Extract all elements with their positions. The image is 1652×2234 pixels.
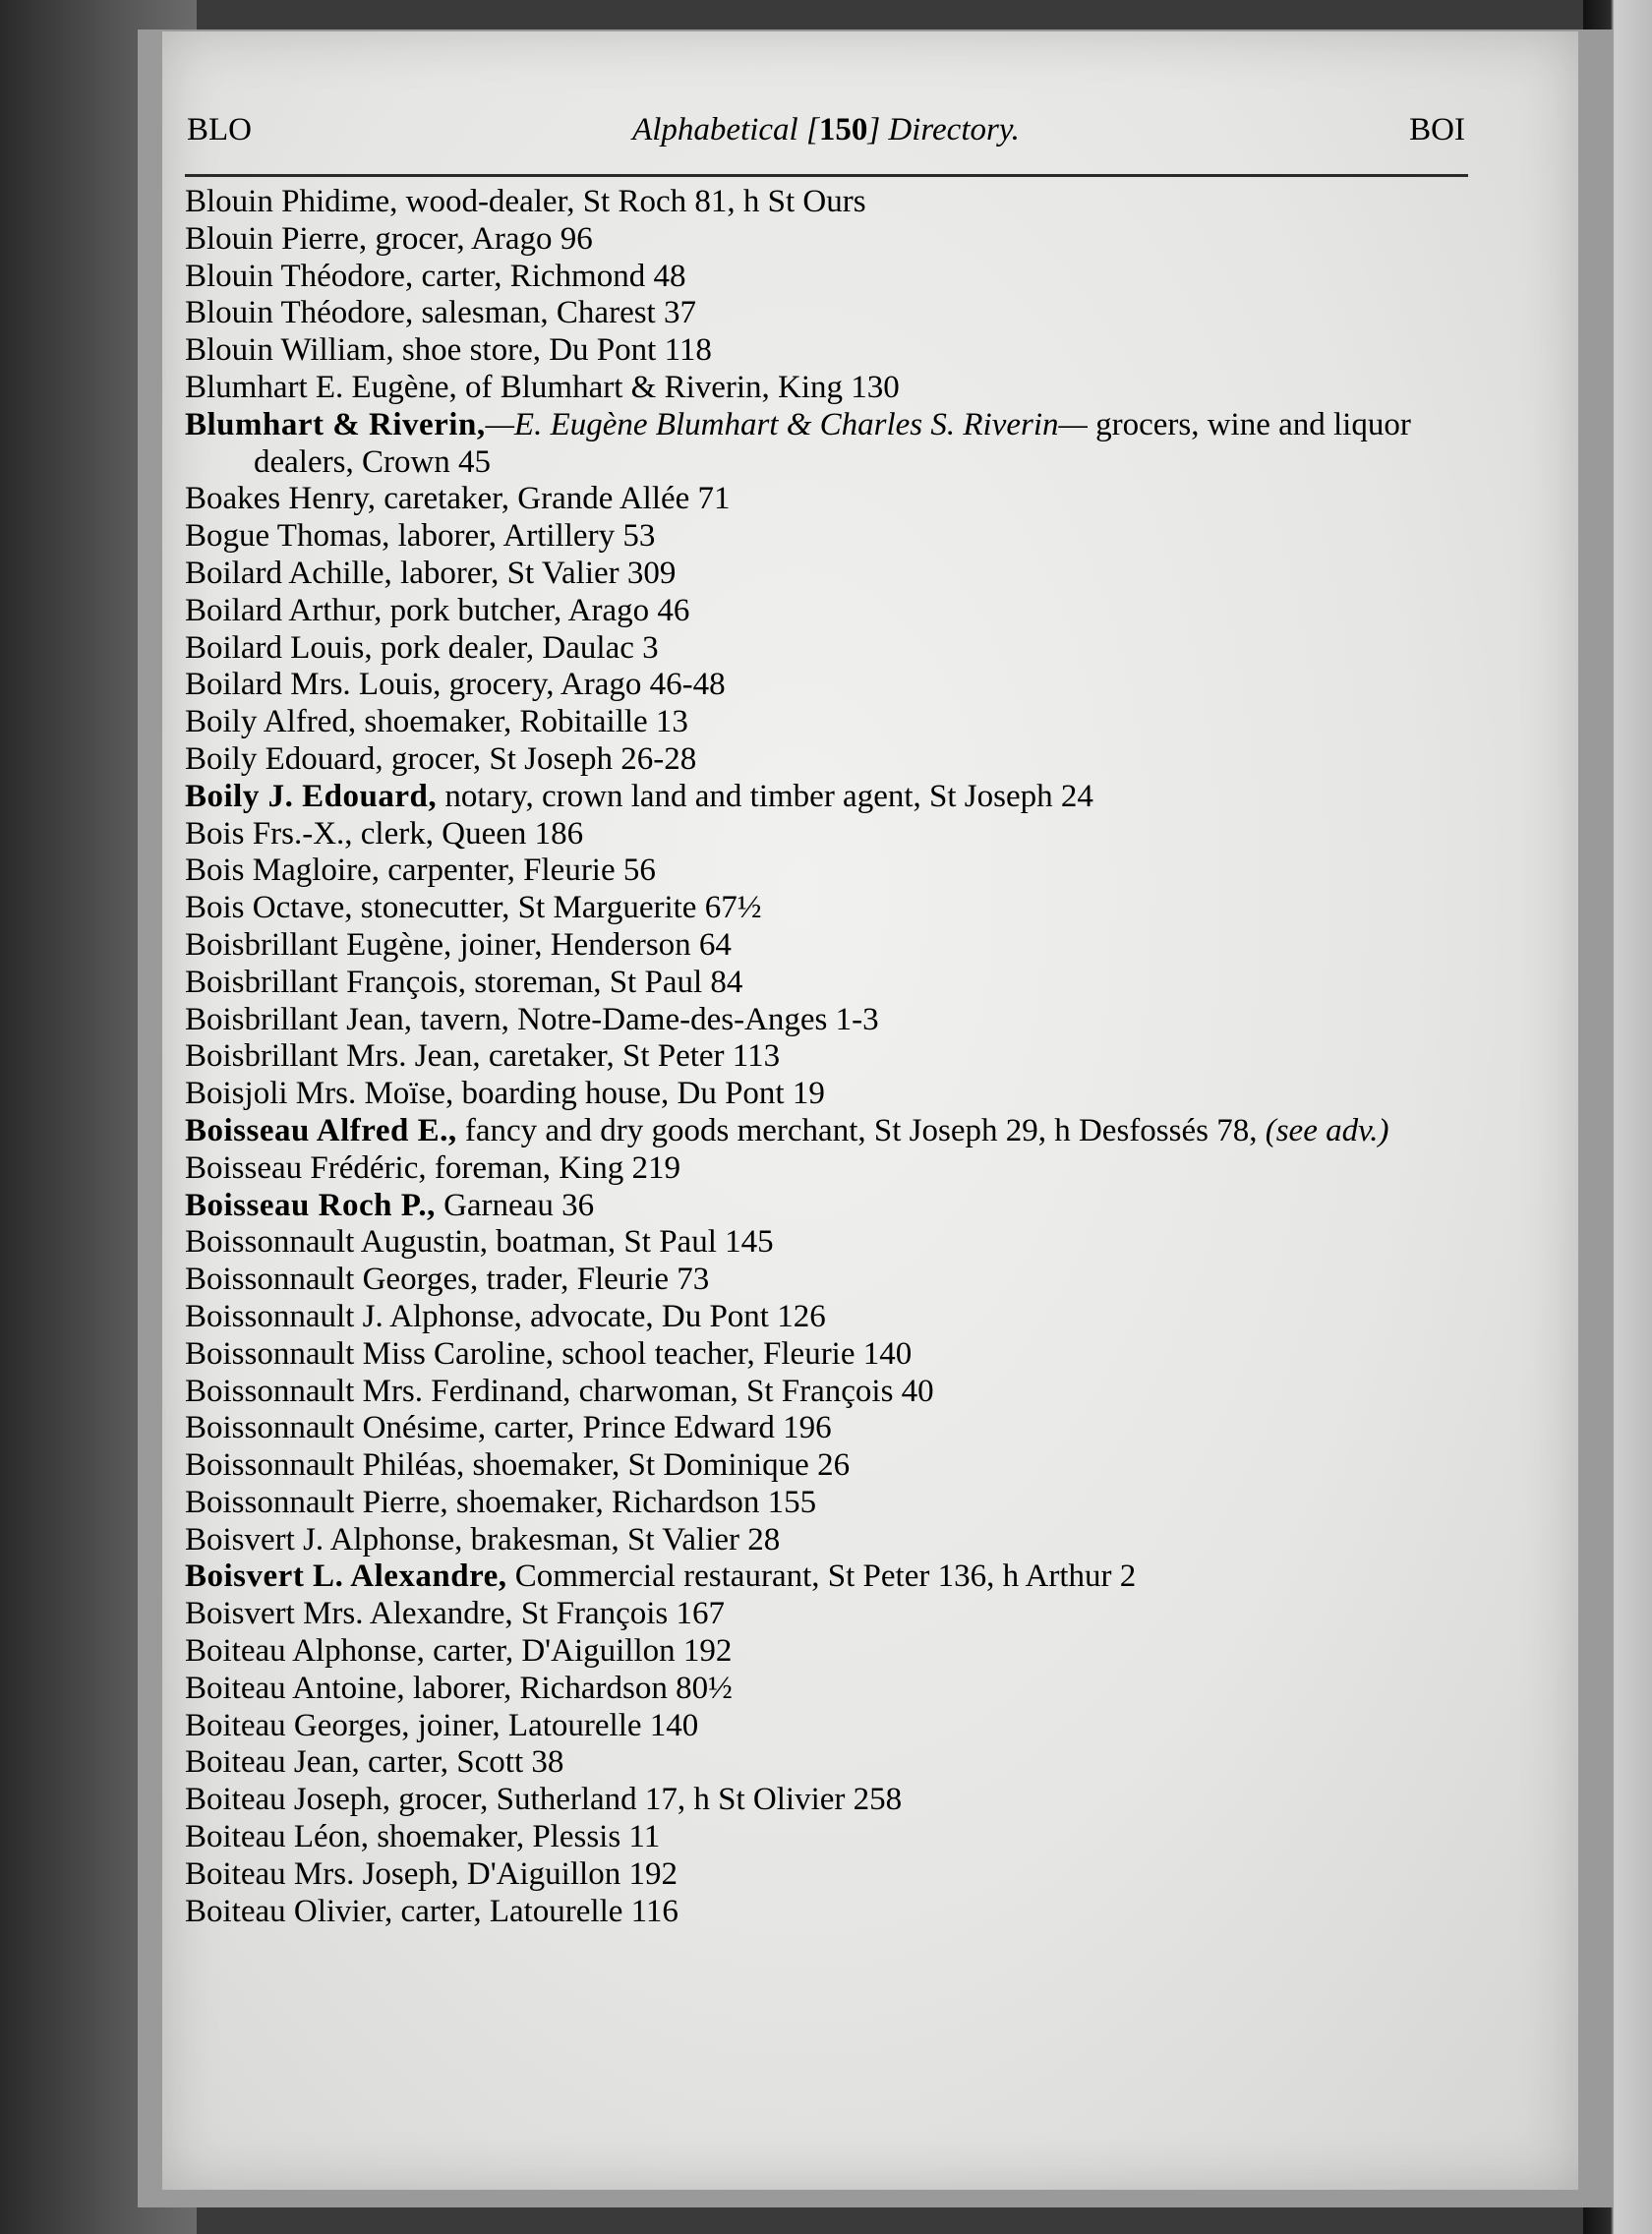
- directory-entries: [185, 184, 1468, 1930]
- header-rule: [185, 174, 1468, 177]
- directory-entry: [185, 184, 1468, 221]
- entry-details: fancy and dry goods merchant, St Joseph 29, h Desfossés 78,: [456, 1112, 1258, 1148]
- entry-details: , shoemaker, Robitaille 13: [347, 704, 688, 740]
- entry-details: , brakesman, St Valier 28: [454, 1521, 781, 1558]
- entry-name: Boissonnault Miss Caroline: [185, 1335, 546, 1372]
- entry-name: Boisseau Frédéric: [185, 1149, 419, 1186]
- entry-details: , storeman, St Paul 84: [457, 964, 743, 1000]
- directory-entry: [185, 370, 1468, 407]
- directory-entry: [185, 779, 1468, 816]
- header-title-before: Alphabetical [: [632, 112, 819, 147]
- entry-name: Boiteau Antoine: [185, 1670, 397, 1706]
- entry-details: , carter, Latourelle 116: [384, 1893, 678, 1929]
- entry-name: Boissonnault Georges: [185, 1262, 470, 1298]
- entry-details: Commercial restaurant, St Peter 136, h Arthur 2: [506, 1558, 1137, 1595]
- entry-name-bold: Boily J. Edouard,: [185, 778, 438, 814]
- entry-details: , pork butcher, Arago 46: [374, 592, 690, 628]
- directory-entry: [185, 1596, 1468, 1633]
- entry-name: Bois Magloire: [185, 852, 372, 889]
- directory-entry: [185, 1374, 1468, 1411]
- directory-entry: [185, 518, 1468, 556]
- directory-entry: [185, 965, 1468, 1002]
- entry-name: Boily Alfred: [185, 704, 348, 740]
- directory-entry: [185, 332, 1468, 370]
- entry-name: Boisbrillant Mrs. Jean: [185, 1038, 473, 1075]
- entry-details: , shoe store, Du Pont 118: [385, 332, 712, 369]
- directory-entry: [185, 1262, 1468, 1299]
- entry-name: Blouin William: [185, 332, 386, 369]
- directory-entry: [185, 1856, 1468, 1894]
- directory-entry: [185, 221, 1468, 259]
- entry-details: , laborer, St Valier 309: [384, 555, 677, 591]
- directory-entry: [185, 1336, 1468, 1374]
- directory-entry: [185, 1708, 1468, 1745]
- entry-name: Boiteau Jean: [185, 1744, 352, 1781]
- directory-entry: [185, 556, 1468, 593]
- directory-entry: [185, 667, 1468, 704]
- directory-entry: [185, 1113, 1468, 1150]
- entry-details: , carter, Scott 38: [351, 1744, 564, 1781]
- entry-details: , tavern, Notre-Dame-des-Anges 1-3: [403, 1001, 879, 1037]
- directory-entry: [185, 407, 1468, 482]
- entry-details: , carter, D'Aiguillon 192: [416, 1633, 733, 1670]
- header-left-key: BLO: [187, 112, 252, 147]
- entry-name: Boisvert J. Alphonse: [185, 1521, 455, 1558]
- directory-entry: [185, 1447, 1468, 1485]
- directory-entry: [185, 1224, 1468, 1262]
- entry-details: , carpenter, Fleurie 56: [371, 852, 656, 889]
- entry-name: Boakes Henry: [185, 481, 368, 517]
- entry-name: Boissonnault Onésime: [185, 1410, 478, 1446]
- entry-name: Boissonnault Philéas: [185, 1447, 456, 1484]
- entry-details: , clerk, Queen 186: [344, 815, 584, 852]
- directory-entry: [185, 481, 1468, 518]
- page-header: [187, 90, 1465, 169]
- entry-name: Boily Edouard: [185, 740, 376, 777]
- entry-details: , laborer, Artillery 53: [382, 518, 656, 555]
- entry-name: Boilard Arthur: [185, 592, 375, 628]
- entry-details: , D'Aiguillon 192: [450, 1855, 678, 1892]
- directory-entry: [185, 1038, 1468, 1076]
- entry-name: Boiteau Léon: [185, 1819, 361, 1855]
- entry-name: Boiteau Joseph: [185, 1782, 383, 1818]
- header-title: [187, 90, 1465, 169]
- entry-name: Blumhart E. Eugène: [185, 369, 449, 405]
- directory-entry: [185, 1671, 1468, 1708]
- directory-entry: [185, 630, 1468, 668]
- directory-entry: [185, 852, 1468, 890]
- entry-name: Boisbrillant Eugène: [185, 926, 444, 963]
- entry-name: Boilard Achille: [185, 555, 384, 591]
- directory-entry: [185, 890, 1468, 927]
- entry-details: , boarding house, Du Pont 19: [444, 1076, 825, 1112]
- directory-entry: [185, 927, 1468, 965]
- entry-details: , stonecutter, St Marguerite 67½: [344, 890, 762, 926]
- entry-details: , joiner, Henderson 64: [443, 926, 732, 963]
- entry-details: , school teacher, Fleurie 140: [545, 1335, 913, 1372]
- entry-name: Blouin Phidime: [185, 184, 390, 219]
- entry-name: Bogue Thomas: [185, 518, 383, 555]
- directory-entry: [185, 816, 1468, 853]
- directory-entry: [185, 1744, 1468, 1782]
- directory-entry: [185, 1150, 1468, 1188]
- entry-details: , grocer, Arago 96: [358, 220, 593, 257]
- directory-entry: [185, 1558, 1468, 1596]
- entry-name: Boilard Mrs. Louis: [185, 667, 434, 703]
- directory-entry: [185, 1002, 1468, 1039]
- entry-name: Boiteau Alphonse: [185, 1633, 417, 1670]
- entry-details: , shoemaker, St Dominique 26: [455, 1447, 851, 1484]
- entry-name: Boisbrillant Jean: [185, 1001, 404, 1037]
- directory-entry: [185, 1633, 1468, 1671]
- entry-name: Boissonnault J. Alphonse: [185, 1298, 514, 1334]
- directory-entry: [185, 704, 1468, 741]
- entry-name: Boissonnault Pierre: [185, 1484, 441, 1520]
- entry-partners: —E. Eugène Blumhart & Charles S. Riverin—: [485, 406, 1088, 442]
- entry-name: Boisvert Mrs. Alexandre: [185, 1596, 505, 1632]
- directory-entry: [185, 1410, 1468, 1447]
- entry-details: , of Blumhart & Riverin, King 130: [448, 369, 900, 405]
- directory-entry: [185, 1819, 1468, 1856]
- entry-name: Boisbrillant François: [185, 964, 458, 1000]
- directory-entry: [185, 1299, 1468, 1336]
- entry-details: , caretaker, Grande Allée 71: [367, 481, 731, 517]
- entry-name-bold: Boisseau Roch P.,: [185, 1187, 436, 1223]
- entry-name: Blouin Théodore: [185, 258, 405, 294]
- entry-details: , shoemaker, Plessis 11: [360, 1819, 661, 1855]
- entry-details: grocers, wine and liquor dealers, Crown 45: [254, 406, 1411, 480]
- entry-details: , caretaker, St Peter 113: [472, 1038, 781, 1075]
- directory-entry: [185, 1076, 1468, 1113]
- entry-details: , grocer, Sutherland 17, h St Olivier 258: [382, 1782, 903, 1818]
- entry-name: Boiteau Mrs. Joseph: [185, 1855, 451, 1892]
- directory-entry: [185, 1188, 1468, 1225]
- entry-note: (see adv.): [1257, 1112, 1389, 1148]
- entry-name: Blouin Pierre: [185, 220, 359, 257]
- entry-details: , joiner, Latourelle 140: [401, 1707, 699, 1743]
- entry-name-bold: Blumhart & Riverin,: [185, 406, 486, 442]
- directory-entry: [185, 1782, 1468, 1819]
- entry-details: , carter, Prince Edward 196: [477, 1410, 832, 1446]
- entry-name: Bois Frs.-X.: [185, 815, 345, 852]
- entry-name: Bois Octave: [185, 890, 345, 926]
- directory-entry: [185, 259, 1468, 296]
- entry-details: , carter, Richmond 48: [404, 258, 686, 294]
- entry-details: , pork dealer, Daulac 3: [364, 629, 659, 666]
- entry-details: , grocer, St Joseph 26-28: [375, 740, 697, 777]
- entry-details: Garneau 36: [435, 1187, 595, 1223]
- entry-details: , laborer, Richardson 80½: [396, 1670, 733, 1706]
- entry-details: , salesman, Charest 37: [404, 295, 696, 331]
- header-title-after: ] Directory.: [867, 112, 1020, 147]
- directory-entry: [185, 1894, 1468, 1931]
- entry-details: , shoemaker, Richardson 155: [440, 1484, 817, 1520]
- directory-entry: [185, 1522, 1468, 1559]
- header-right-key: BOI: [1409, 112, 1465, 147]
- entry-details: , wood-dealer, St Roch 81, h St Ours: [389, 184, 866, 219]
- entry-name: Blouin Théodore: [185, 295, 405, 331]
- entry-name: Boiteau Georges: [185, 1707, 402, 1743]
- entry-details: notary, crown land and timber agent, St Joseph 24: [437, 778, 1093, 814]
- directory-entry: [185, 741, 1468, 779]
- entry-name: Boissonnault Augustin: [185, 1224, 480, 1261]
- entry-name-bold: Boisvert L. Alexandre,: [185, 1558, 507, 1595]
- entry-details: , grocery, Arago 46-48: [433, 667, 726, 703]
- entry-name: Boissonnault Mrs. Ferdinand: [185, 1373, 563, 1409]
- entry-details: , advocate, Du Pont 126: [513, 1298, 826, 1334]
- entry-name-bold: Boisseau Alfred E.,: [185, 1112, 457, 1148]
- entry-name: Boiteau Olivier: [185, 1893, 385, 1929]
- directory-entry: [185, 295, 1468, 332]
- entry-details: , foreman, King 219: [418, 1149, 681, 1186]
- entry-details: , boatman, St Paul 145: [479, 1224, 774, 1261]
- entry-name: Boilard Louis: [185, 629, 365, 666]
- directory-entry: [185, 1485, 1468, 1522]
- directory-entry: [185, 593, 1468, 630]
- page-number: 150: [818, 112, 868, 147]
- entry-details: , trader, Fleurie 73: [469, 1262, 710, 1298]
- entry-details: , St François 167: [504, 1596, 726, 1632]
- entry-details: , charwoman, St François 40: [562, 1373, 934, 1409]
- entry-name: Boisjoli Mrs. Moïse: [185, 1076, 445, 1112]
